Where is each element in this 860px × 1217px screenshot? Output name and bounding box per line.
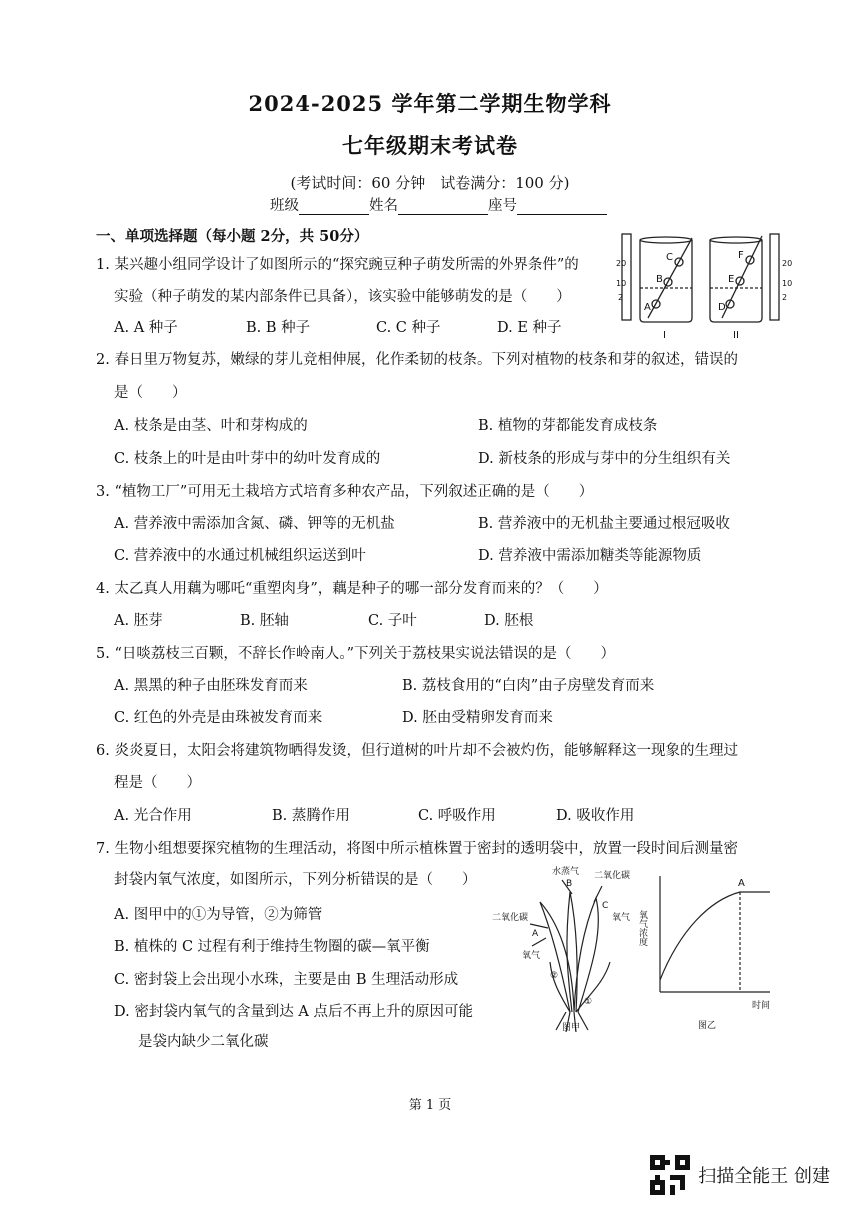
q4-option-c[interactable]: C. 子叶	[368, 613, 417, 629]
tick-right-2: 2	[782, 293, 788, 302]
q1-line1: 1. 某兴趣小组同学设计了如图所示的“探究豌豆种子萌发所需的外界条件”的	[96, 257, 579, 273]
q1-option-d[interactable]: D. E 种子	[497, 320, 562, 336]
q2-option-a[interactable]: A. 枝条是由茎、叶和芽构成的	[114, 418, 308, 434]
label-b: B	[566, 879, 573, 889]
scanner-watermark	[650, 1155, 830, 1195]
seed-label-e: E	[728, 274, 735, 285]
q4-line1: 4. 太乙真人用藕为哪吒“重塑肉身”，藕是种子的哪一部分发育而来的？（ ）	[96, 581, 608, 597]
ruler-left	[622, 234, 631, 320]
q4-option-b[interactable]: B. 胚轴	[240, 613, 289, 629]
tick-right-20: 20	[782, 259, 793, 268]
q7-line2: 封袋内氧气浓度，如图所示，下列分析错误的是（ ）	[114, 872, 477, 888]
label-1: ①	[584, 997, 593, 1007]
q6-line1: 6. 炎炎夏日，太阳会将建筑物晒得发烫，但行道树的叶片却不会被灼伤，能够解释这一现象的生理过	[96, 743, 738, 759]
q7-option-d[interactable]: D. 密封袋内氧气的含量到达 A 点后不再上升的原因可能	[114, 1004, 474, 1020]
q7-option-d-cont: 是袋内缺少二氧化碳	[138, 1034, 269, 1050]
seed-label-f: F	[738, 250, 744, 261]
q6-option-a[interactable]: A. 光合作用	[114, 808, 192, 824]
seat-label: 座号	[488, 198, 517, 214]
label-o2-right: 氧气	[612, 913, 631, 923]
label-water-vapor: 水蒸气	[552, 867, 580, 877]
q1-option-a[interactable]: A. A 种子	[114, 320, 178, 336]
label-2: ②	[550, 971, 559, 981]
page-title: 2024-2025 学年第二学期生物学科	[248, 91, 612, 116]
leaf-left	[540, 902, 574, 1012]
q7-line1: 7. 生物小组想要探究植物的生理活动，将图中所示植株置于密封的透明袋中，放置一段时间后测量密	[96, 841, 738, 857]
q2-line2: 是（ ）	[114, 385, 187, 401]
q7-option-b[interactable]: B. 植株的 C 过程有利于维持生物圈的碳—氧平衡	[114, 939, 430, 955]
label-a: A	[532, 929, 539, 939]
q4-option-d[interactable]: D. 胚根	[484, 613, 534, 629]
student-info	[270, 194, 607, 215]
name-label: 姓名	[369, 198, 398, 214]
q5-option-b[interactable]: B. 荔枝食用的“白肉”由子房壁发育而来	[402, 678, 655, 694]
ruler-right	[770, 234, 779, 320]
q3-option-a[interactable]: A. 营养液中需添加含氮、磷、钾等的无机盐	[114, 516, 395, 532]
seed-label-a: A	[644, 302, 651, 313]
q7-option-a[interactable]: A. 图甲中的①为导管，②为筛管	[114, 907, 323, 923]
tick-left-10: 10	[616, 279, 627, 288]
q1-option-b[interactable]: B. B 种子	[246, 320, 311, 336]
label-co2-left: 二氧化碳	[492, 913, 529, 923]
q1-option-c[interactable]: C. C 种子	[376, 320, 441, 336]
seed-label-c: C	[666, 252, 673, 263]
beaker-label-2: II	[733, 330, 739, 341]
label-co2-top: 二氧化碳	[594, 871, 631, 881]
q6-option-b[interactable]: B. 蒸腾作用	[272, 808, 350, 824]
q6-line2: 程是（ ）	[114, 775, 201, 791]
q5-option-d[interactable]: D. 胚由受精卵发育而来	[402, 710, 553, 726]
beaker-label-1: I	[663, 330, 666, 341]
qr-code-icon	[650, 1155, 690, 1195]
q3-line1: 3. “植物工厂”可用无土栽培方式培育多种农产品，下列叙述正确的是（ ）	[96, 484, 594, 500]
q5-line1: 5. “日啖荔枝三百颗，不辞长作岭南人。”下列关于荔枝果实说法错误的是（ ）	[96, 646, 616, 662]
q3-option-c[interactable]: C. 营养液中的水通过机械组织运送到叶	[114, 548, 366, 564]
watermark-text: 扫描全能王 创建	[698, 1166, 830, 1187]
name-blank[interactable]	[398, 214, 488, 215]
q2-option-d[interactable]: D. 新枝条的形成与芽中的分生组织有关	[478, 451, 731, 467]
label-o2-left: 氧气	[522, 951, 541, 961]
q2-option-c[interactable]: C. 枝条上的叶是由叶芽中的幼叶发育成的	[114, 451, 381, 467]
q5-option-c[interactable]: C. 红色的外壳是由珠被发育而来	[114, 710, 323, 726]
seed-label-b: B	[656, 274, 663, 285]
q3-option-b[interactable]: B. 营养液中的无机盐主要通过根冠吸收	[478, 516, 730, 532]
q2-option-b[interactable]: B. 植物的芽都能发育成枝条	[478, 418, 658, 434]
q6-option-c[interactable]: C. 呼吸作用	[418, 808, 496, 824]
exam-info: (考试时间：60 分钟 试卷满分：100 分)	[290, 174, 570, 192]
seed-label-d: D	[718, 302, 726, 313]
x-axis-label: 时间	[752, 1001, 771, 1011]
class-blank[interactable]	[299, 214, 369, 215]
label-c: C	[602, 901, 609, 911]
point-a-label: A	[738, 878, 745, 889]
q5-option-a[interactable]: A. 黑黑的种子由胚珠发育而来	[114, 678, 308, 694]
plant-figure	[492, 862, 642, 1037]
oxygen-curve-figure	[637, 870, 775, 1035]
tick-right-10: 10	[782, 279, 793, 288]
seed-germination-figure	[618, 230, 798, 345]
seat-blank[interactable]	[517, 214, 607, 215]
figure-jia-caption: 图甲	[562, 1023, 581, 1033]
page-number: 第 1 页	[408, 1098, 452, 1113]
oxygen-curve	[660, 892, 770, 980]
figure-yi-caption: 图乙	[698, 1021, 717, 1031]
q1-line2: 实验（种子萌发的某内部条件已具备），该实验中能够萌发的是（ ）	[114, 289, 571, 305]
tick-left-2: 2	[618, 293, 624, 302]
y-axis-label: 氧气浓度	[637, 910, 647, 946]
q3-option-d[interactable]: D. 营养液中需添加糖类等能源物质	[478, 548, 702, 564]
q7-option-c[interactable]: C. 密封袋上会出现小水珠，主要是由 B 生理活动形成	[114, 972, 459, 988]
tick-left-20: 20	[616, 259, 627, 268]
section-heading: 一、单项选择题（每小题 2分，共 50分）	[96, 228, 369, 245]
class-label: 班级	[270, 198, 299, 214]
q2-line1: 2. 春日里万物复苏，嫩绿的芽儿竞相伸展，化作柔韧的枝条。下列对植物的枝条和芽的叙述，错误的	[96, 352, 738, 368]
leaf-right	[574, 898, 598, 1012]
q4-option-a[interactable]: A. 胚芽	[114, 613, 163, 629]
page-subtitle: 七年级期末考试卷	[342, 133, 518, 158]
q6-option-d[interactable]: D. 吸收作用	[556, 808, 635, 824]
